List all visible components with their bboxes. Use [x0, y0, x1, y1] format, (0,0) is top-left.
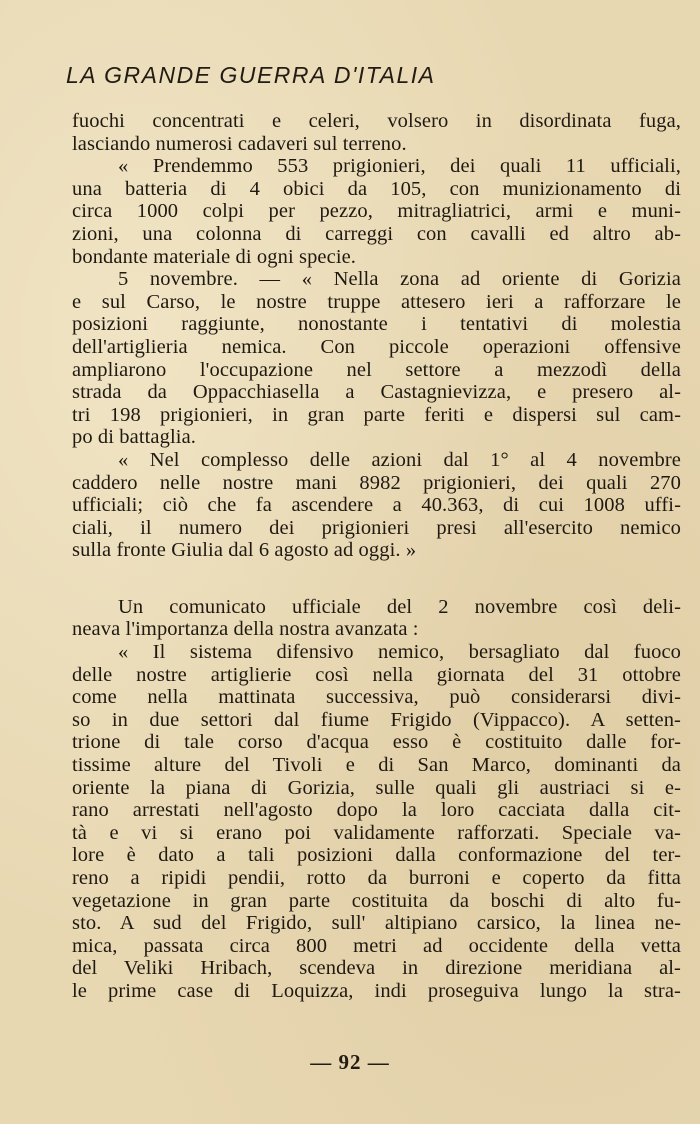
text-line: lore è dato a tali posizioni dalla conformazione del ter-	[72, 844, 681, 867]
text-line: bondante materiale di ogni specie.	[72, 245, 357, 268]
text-line: ampliarono l'occupazione nel settore a mezzodì della	[72, 358, 681, 381]
text-line: delle nostre artiglierie così nella giornata del 31 ottobre	[72, 663, 681, 686]
text-line: rano arrestati nell'agosto dopo la loro cacciata dalla cit-	[72, 799, 681, 822]
text-line: circa 1000 colpi per pezzo, mitragliatrici, armi e muni-	[72, 200, 681, 223]
text-line: oriente la piana di Gorizia, sulle quali gli austriaci si e-	[72, 776, 681, 799]
text-line: vegetazione in gran parte costituita da boschi di alto fu-	[72, 889, 681, 912]
text-line: mica, passata circa 800 metri ad occidente della vetta	[72, 934, 681, 957]
body-text	[72, 110, 681, 1003]
text-line: ufficiali; ciò che fa ascendere a 40.363, di cui 1008 uffi-	[72, 494, 681, 517]
text-line: po di battaglia.	[72, 426, 196, 449]
text-line: reno a ripidi pendii, rotto da burroni e coperto da fitta	[72, 867, 681, 889]
text-line: Un comunicato ufficiale del 2 novembre così deli-	[118, 595, 681, 618]
text-line: ciali, il numero dei prigionieri presi all'esercito nemico	[72, 516, 681, 539]
text-line: trione di tale corso d'acqua esso è costituito dalle for-	[72, 731, 681, 754]
text-line: come nella mattinata successiva, può considerarsi divi-	[72, 686, 681, 709]
text-line: « Prendemmo 553 prigionieri, dei quali 11 ufficiali,	[118, 155, 681, 178]
text-line: caddero nelle nostre mani 8982 prigionieri, dei quali 270	[72, 471, 681, 494]
text-line: neava l'importanza della nostra avanzata :	[72, 618, 419, 641]
text-line: fuochi concentrati e celeri, volsero in disordinata fuga,	[72, 110, 681, 132]
text-line: del Veliki Hribach, scendeva in direzione meridiana al-	[72, 957, 681, 980]
text-line: zioni, una colonna di carreggi con cavalli ed altro ab-	[72, 222, 681, 245]
text-line: tri 198 prigionieri, in gran parte feriti e dispersi sul cam-	[72, 403, 681, 426]
text-line: le prime case di Loquizza, indi proseguiva lungo la stra-	[72, 979, 681, 1002]
text-line: strada da Oppacchiasella a Castagnievizza, e presero al-	[72, 381, 681, 404]
text-line: tissime alture del Tivoli e di San Marco, dominanti da	[72, 754, 681, 777]
page-number: — 92 —	[310, 1050, 390, 1074]
text-line: 5 novembre. — « Nella zona ad oriente di Gorizia	[118, 268, 681, 291]
text-line: so in due settori dal fiume Frigido (Vippacco). A setten-	[72, 708, 681, 731]
text-line: sulla fronte Giulia dal 6 agosto ad oggi. »	[72, 539, 417, 562]
text-line: posizioni raggiunte, nonostante i tentativi di molestia	[72, 313, 681, 336]
text-line: dell'artiglieria nemica. Con piccole operazioni offensive	[72, 335, 681, 358]
text-line: una batteria di 4 obici da 105, con munizionamento di	[72, 177, 681, 200]
text-line: « Il sistema difensivo nemico, bersagliato dal fuoco	[118, 641, 681, 664]
text-line: tà e vi si erano poi validamente rafforzati. Speciale va-	[72, 821, 681, 844]
running-header: LA GRANDE GUERRA D'ITALIA	[66, 62, 436, 88]
text-line: sto. A sud del Frigido, sull' altipiano carsico, la linea ne-	[72, 912, 681, 935]
text-line: lasciando numerosi cadaveri sul terreno.	[72, 132, 407, 155]
text-line: e sul Carso, le nostre truppe attesero ieri a rafforzare le	[72, 290, 681, 313]
paragraph-gap	[72, 562, 681, 596]
text-line: « Nel complesso delle azioni dal 1° al 4 novembre	[118, 448, 681, 471]
